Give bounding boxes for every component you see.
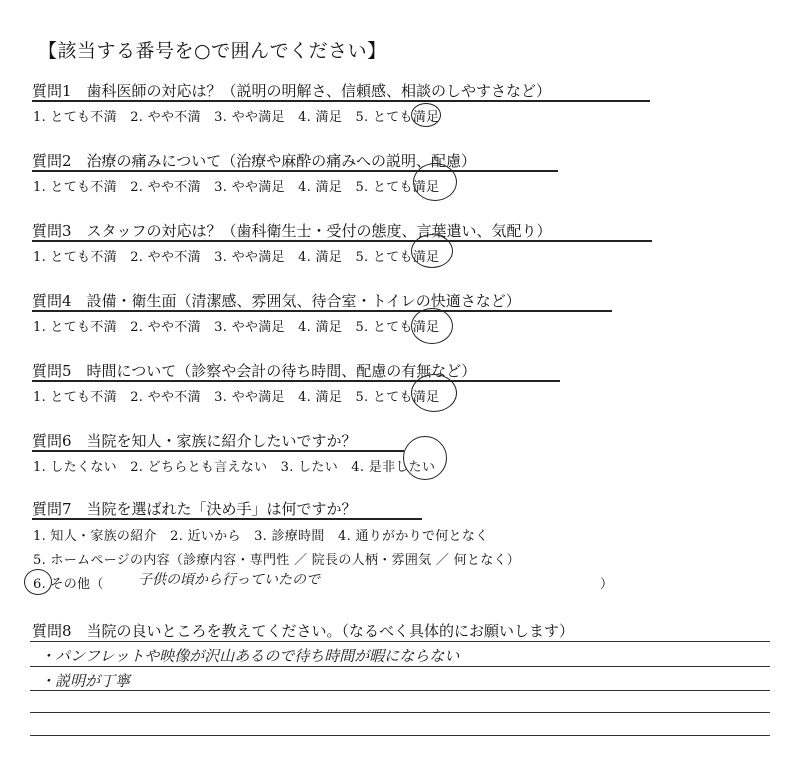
question-7-options-line1: 1. 知人・家族の紹介 2. 近いから 3. 診療時間 4. 通りがかりで何となく [33, 529, 489, 544]
question-7-underline [32, 518, 422, 520]
answer-line-1 [30, 641, 770, 642]
question-3-options: 1. とても不満 2. やや不満 3. やや満足 4. 満足 5. とても満足 [33, 250, 440, 265]
question-8-answer-2: ・説明が丁寧 [40, 672, 131, 690]
answer-line-3 [30, 690, 770, 691]
question-5-label: 質問5 時間について（診察や会計の待ち時間、配慮の有無など） [32, 362, 477, 380]
question-1-underline [32, 100, 650, 102]
answer-line-4 [30, 712, 770, 713]
question-3-underline [32, 240, 652, 242]
question-3-answer-circle [411, 234, 453, 268]
question-8-label: 質問8 当院の良いところを教えてください。（なるべく具体的にお願いします） [32, 622, 575, 640]
question-5-answer-circle [411, 374, 457, 412]
question-2-underline [32, 170, 558, 172]
question-4-label: 質問4 設備・衛生面（清潔感、雰囲気、待合室・トイレの快適さなど） [32, 292, 521, 310]
question-6-options: 1. したくない 2. どちらとも言えない 3. したい 4. 是非したい [33, 460, 436, 475]
question-5-options: 1. とても不満 2. やや不満 3. やや満足 4. 満足 5. とても満足 [33, 390, 440, 405]
question-7-answer-circle [24, 569, 52, 595]
question-7-label: 質問7 当院を選ばれた「決め手」は何ですか？ [32, 500, 357, 518]
question-8-answer-1: ・パンフレットや映像が沢山あるので待ち時間が暇にならない [40, 647, 460, 665]
answer-line-2 [30, 666, 770, 667]
question-4-underline [32, 310, 612, 312]
question-5-underline [32, 380, 560, 382]
page-title: 【該当する番号を○で囲んでください】 [38, 40, 387, 62]
question-7-option6: 6. その他（ [33, 577, 104, 592]
question-7-options-line2: 5. ホームページの内容（診療内容・専門性 ／ 院長の人柄・雰囲気 ／ 何となく） [33, 553, 521, 568]
question-3-label: 質問3 スタッフの対応は？（歯科衛生士・受付の態度、言葉遣い、気配り） [32, 222, 552, 240]
question-6-answer-circle [403, 436, 447, 480]
question-1-label: 質問1 歯科医師の対応は？（説明の明解さ、信頼感、相談のしやすさなど） [32, 82, 551, 100]
question-4-answer-circle [411, 308, 453, 344]
question-6-label: 質問6 当院を知人・家族に紹介したいですか？ [32, 432, 357, 450]
question-6-underline [32, 450, 404, 452]
question-7-handwritten-answer: 子供の頃から行っていたので [138, 572, 320, 588]
question-2-answer-circle [413, 163, 457, 201]
question-2-options: 1. とても不満 2. やや不満 3. やや満足 4. 満足 5. とても満足 [33, 180, 440, 195]
question-4-options: 1. とても不満 2. やや不満 3. やや満足 4. 満足 5. とても満足 [33, 320, 440, 335]
question-1-answer-circle [411, 103, 441, 127]
question-2-label: 質問2 治療の痛みについて（治療や麻酔の痛みへの説明、配慮） [32, 152, 476, 170]
question-1-options: 1. とても不満 2. やや不満 3. やや満足 4. 満足 5. とても満足 [33, 110, 440, 125]
question-7-option6-close: ） [600, 577, 614, 592]
answer-line-5 [30, 735, 770, 736]
